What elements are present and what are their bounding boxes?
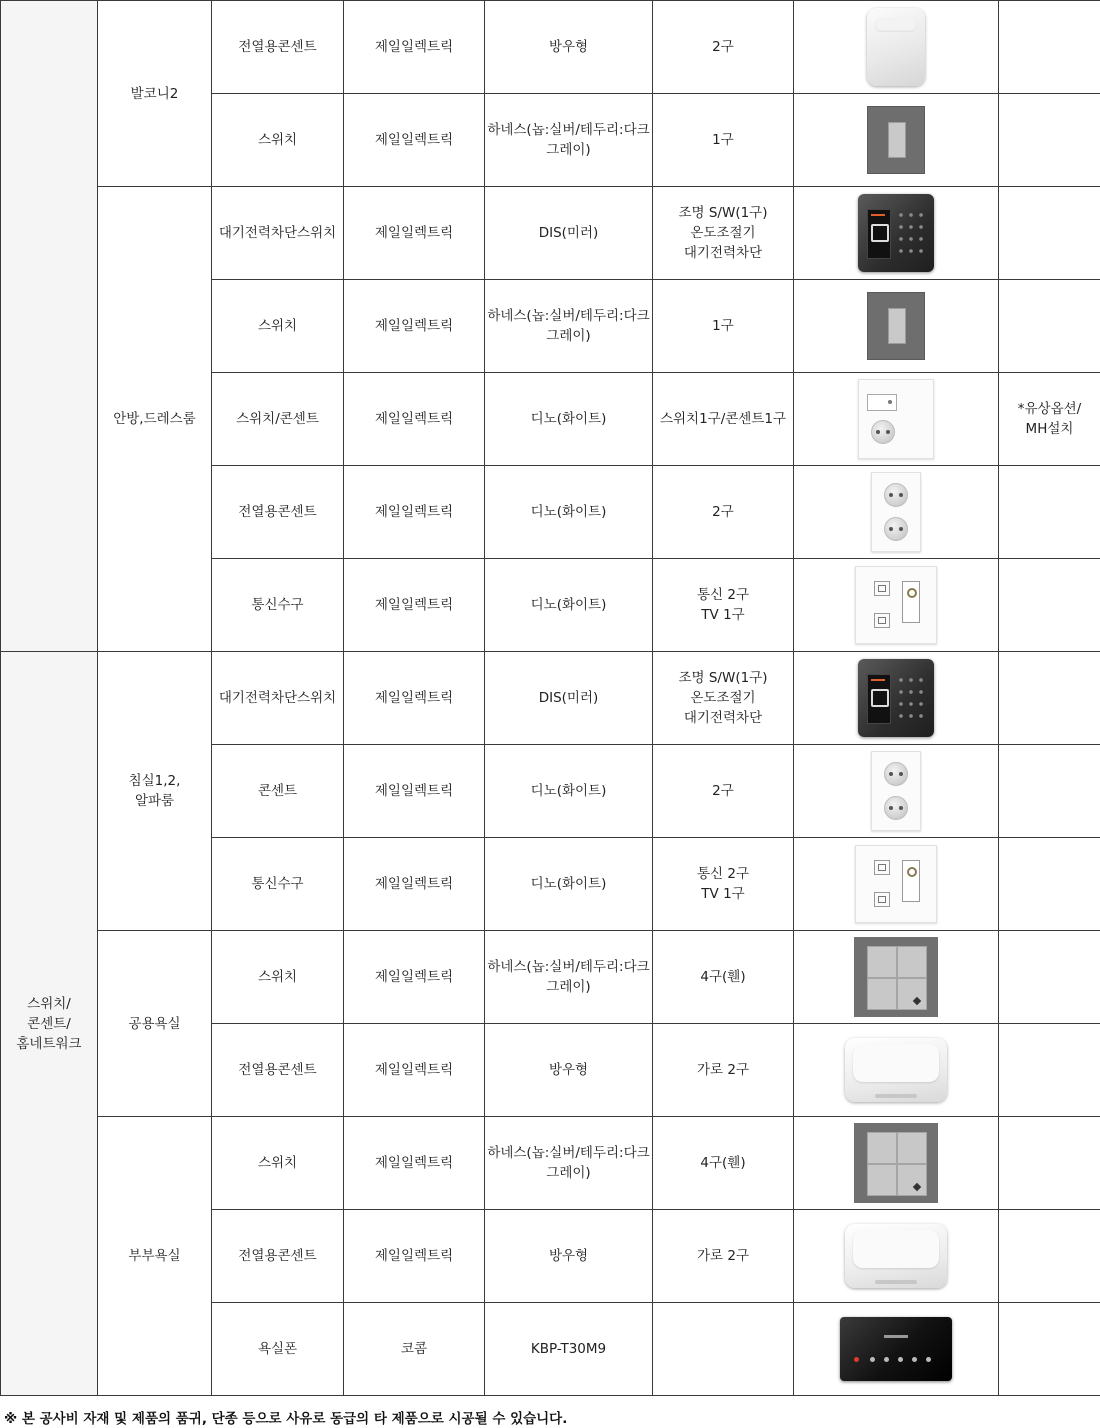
model-cell: [485, 466, 653, 559]
model-cell: [485, 187, 653, 280]
maker-cell: [344, 559, 485, 652]
note-cell: [999, 838, 1100, 931]
item-cell-text: 욕실폰: [257, 1341, 298, 1357]
room-cell: [98, 931, 212, 1117]
item-cell-text: 스위치/콘센트: [236, 411, 319, 427]
maker-cell-text: 제일일렉트릭: [374, 411, 454, 427]
note-cell: [999, 373, 1100, 466]
item-cell: [212, 280, 344, 373]
maker-cell-text: 제일일렉트릭: [374, 318, 454, 334]
weatherproof-horizontal-outlet-icon: [845, 1224, 947, 1288]
item-cell-text: 전열용콘센트: [238, 504, 317, 520]
switch-outlet-combo-icon: [858, 379, 934, 459]
gray-switch-1gang-icon: [867, 292, 925, 360]
maker-cell: [344, 931, 485, 1024]
item-cell-text: 전열용콘센트: [238, 1248, 317, 1264]
footer-note: ※ 본 공사비 자재 및 제품의 품귀, 단종 등으로 사유로 동급의 타 제품으로 시공될 수 있습니다.: [4, 1411, 568, 1427]
image-cell: [794, 931, 999, 1024]
note-cell: [999, 745, 1100, 838]
model-cell: [485, 1117, 653, 1210]
item-cell-text: 스위치: [257, 969, 298, 985]
model-cell-text: 하네스(놉:실버/테두리:다크 그레이): [487, 1145, 650, 1181]
spec-cell-text: 가로 2구: [696, 1062, 749, 1078]
item-cell: [212, 1, 344, 94]
spec-cell: [653, 1117, 794, 1210]
model-cell-text: 디노(화이트): [530, 411, 607, 427]
maker-cell: [344, 1117, 485, 1210]
item-cell-text: 콘센트: [257, 783, 298, 799]
note-cell: [999, 931, 1100, 1024]
model-cell-text: 방우형: [548, 39, 589, 55]
table-row: [1, 652, 1100, 745]
spec-cell: [653, 1024, 794, 1117]
model-cell-text: DIS(미러): [538, 225, 599, 241]
room-cell-text: 공용욕실: [128, 1015, 181, 1032]
item-cell: [212, 1303, 344, 1396]
note-cell: [999, 94, 1100, 187]
note-cell: [999, 1117, 1100, 1210]
spec-cell-text: 가로 2구: [696, 1248, 749, 1264]
item-cell: [212, 559, 344, 652]
image-cell: [794, 1024, 999, 1117]
maker-cell: [344, 373, 485, 466]
image-cell: [794, 745, 999, 838]
gray-switch-4gang-icon: [854, 937, 938, 1017]
model-cell: [485, 652, 653, 745]
image-cell: [794, 652, 999, 745]
spec-cell: [653, 1210, 794, 1303]
image-cell: [794, 1210, 999, 1303]
room-cell: [98, 187, 212, 652]
maker-cell: [344, 1, 485, 94]
image-cell: [794, 373, 999, 466]
standby-power-switch-icon: [858, 659, 934, 737]
model-cell: [485, 1210, 653, 1303]
note-cell: [999, 1024, 1100, 1117]
spec-cell-text: 스위치1구/콘센트1구: [659, 411, 787, 427]
spec-cell-text: 2구: [712, 39, 734, 55]
item-cell-text: 스위치: [257, 132, 298, 148]
note-cell: [999, 1, 1100, 94]
image-cell: [794, 187, 999, 280]
room-cell-text: 침실1,2, 알파룸: [128, 773, 181, 809]
model-cell: [485, 280, 653, 373]
item-cell: [212, 745, 344, 838]
table-row: [1, 187, 1100, 280]
maker-cell: [344, 1024, 485, 1117]
spec-cell-text: 4구(휀): [700, 1155, 746, 1171]
spec-cell: [653, 838, 794, 931]
model-cell-text: DIS(미러): [538, 690, 599, 706]
item-cell-text: 스위치: [257, 318, 298, 334]
category-cell: [1, 652, 98, 1396]
maker-cell: [344, 280, 485, 373]
category-cell-text: 스위치/ 콘센트/ 홈네트워크: [16, 995, 82, 1052]
spec-cell: [653, 373, 794, 466]
model-cell: [485, 373, 653, 466]
table-row: [1, 1, 1100, 94]
room-cell: [98, 1, 212, 187]
item-cell: [212, 1210, 344, 1303]
gray-switch-4gang-icon: [854, 1123, 938, 1203]
model-cell-text: 디노(화이트): [530, 783, 607, 799]
note-cell: [999, 1303, 1100, 1396]
room-cell-text: 안방,드레스룸: [113, 411, 196, 427]
room-cell: [98, 1117, 212, 1396]
maker-cell-text: 제일일렉트릭: [374, 597, 454, 613]
maker-cell: [344, 1210, 485, 1303]
note-cell: [999, 466, 1100, 559]
item-cell: [212, 94, 344, 187]
maker-cell-text: 제일일렉트릭: [374, 1155, 454, 1171]
maker-cell: [344, 94, 485, 187]
maker-cell-text: 코콤: [400, 1341, 428, 1357]
spec-cell: [653, 559, 794, 652]
note-cell: [999, 559, 1100, 652]
spec-cell: [653, 652, 794, 745]
maker-cell: [344, 1303, 485, 1396]
model-cell-text: 디노(화이트): [530, 504, 607, 520]
item-cell: [212, 931, 344, 1024]
image-cell: [794, 1303, 999, 1396]
model-cell-text: 하네스(놉:실버/테두리:다크 그레이): [487, 959, 650, 995]
model-cell: [485, 931, 653, 1024]
spec-cell-text: 1구: [712, 132, 734, 148]
image-cell: [794, 1117, 999, 1210]
item-cell: [212, 838, 344, 931]
spec-cell: [653, 1, 794, 94]
data-tv-jack-icon: [855, 845, 937, 923]
item-cell: [212, 187, 344, 280]
note-cell: [999, 1210, 1100, 1303]
item-cell-text: 스위치: [257, 1155, 298, 1171]
gray-switch-1gang-icon: [867, 106, 925, 174]
room-cell-text: 부부욕실: [128, 1248, 181, 1264]
maker-cell-text: 제일일렉트릭: [374, 225, 454, 241]
spec-cell: [653, 466, 794, 559]
table-row: [1, 931, 1100, 1024]
item-cell-text: 통신수구: [251, 876, 304, 892]
model-cell: [485, 1303, 653, 1396]
spec-cell-text: 2구: [712, 783, 734, 799]
weatherproof-outlet-icon: [867, 8, 925, 86]
room-cell: [98, 652, 212, 931]
category-cell: [1, 1, 98, 652]
bathroom-phone-icon: [840, 1317, 952, 1381]
spec-cell: [653, 745, 794, 838]
double-outlet-icon: [871, 751, 921, 831]
maker-cell-text: 제일일렉트릭: [374, 504, 454, 520]
item-cell: [212, 1024, 344, 1117]
note-cell: [999, 652, 1100, 745]
spec-cell: [653, 1303, 794, 1396]
model-cell-text: 디노(화이트): [530, 597, 607, 613]
image-cell: [794, 838, 999, 931]
double-outlet-icon: [871, 472, 921, 552]
spec-cell: [653, 94, 794, 187]
maker-cell-text: 제일일렉트릭: [374, 969, 454, 985]
model-cell: [485, 745, 653, 838]
maker-cell: [344, 838, 485, 931]
model-cell-text: KBP-T30M9: [530, 1341, 607, 1357]
maker-cell-text: 제일일렉트릭: [374, 1248, 454, 1264]
spec-cell-text: 조명 S/W(1구) 온도조절기 대기전력차단: [678, 205, 768, 261]
maker-cell-text: 제일일렉트릭: [374, 876, 454, 892]
item-cell-text: 대기전력차단스위치: [218, 690, 337, 706]
data-tv-jack-icon: [855, 566, 937, 644]
note-cell: [999, 187, 1100, 280]
item-cell-text: 전열용콘센트: [238, 39, 317, 55]
model-cell: [485, 559, 653, 652]
model-cell: [485, 1024, 653, 1117]
item-cell-text: 전열용콘센트: [238, 1062, 317, 1078]
table-row: [1, 1117, 1100, 1210]
model-cell: [485, 1, 653, 94]
image-cell: [794, 280, 999, 373]
spec-cell-text: 통신 2구 TV 1구: [696, 587, 749, 623]
weatherproof-horizontal-outlet-icon: [845, 1038, 947, 1102]
spec-cell: [653, 280, 794, 373]
maker-cell: [344, 466, 485, 559]
model-cell-text: 방우형: [548, 1248, 589, 1264]
item-cell: [212, 1117, 344, 1210]
maker-cell: [344, 187, 485, 280]
maker-cell-text: 제일일렉트릭: [374, 132, 454, 148]
spec-cell: [653, 187, 794, 280]
image-cell: [794, 94, 999, 187]
spec-cell-text: 통신 2구 TV 1구: [696, 866, 749, 902]
item-cell: [212, 652, 344, 745]
maker-cell: [344, 745, 485, 838]
room-cell-text: 발코니2: [130, 85, 179, 102]
model-cell: [485, 838, 653, 931]
maker-cell-text: 제일일렉트릭: [374, 39, 454, 55]
note-cell: [999, 280, 1100, 373]
spec-cell-text: 1구: [712, 318, 734, 334]
item-cell-text: 대기전력차단스위치: [218, 225, 337, 241]
model-cell-text: 하네스(놉:실버/테두리:다크 그레이): [487, 308, 650, 344]
item-cell-text: 통신수구: [251, 597, 304, 613]
image-cell: [794, 559, 999, 652]
image-cell: [794, 1, 999, 94]
maker-cell-text: 제일일렉트릭: [374, 783, 454, 799]
maker-cell: [344, 652, 485, 745]
spec-cell-text: 4구(휀): [700, 969, 746, 985]
spec-cell-text: 조명 S/W(1구) 온도조절기 대기전력차단: [678, 670, 768, 726]
model-cell-text: 하네스(놉:실버/테두리:다크 그레이): [487, 122, 650, 158]
item-cell: [212, 373, 344, 466]
image-cell: [794, 466, 999, 559]
model-cell-text: 디노(화이트): [530, 876, 607, 892]
standby-power-switch-icon: [858, 194, 934, 272]
spec-cell: [653, 931, 794, 1024]
note-cell-text: *유상옵션/ MH설치: [1017, 401, 1082, 437]
spec-cell-text: 2구: [712, 504, 734, 520]
item-cell: [212, 466, 344, 559]
maker-cell-text: 제일일렉트릭: [374, 1062, 454, 1078]
maker-cell-text: 제일일렉트릭: [374, 690, 454, 706]
model-cell: [485, 94, 653, 187]
model-cell-text: 방우형: [548, 1062, 589, 1078]
